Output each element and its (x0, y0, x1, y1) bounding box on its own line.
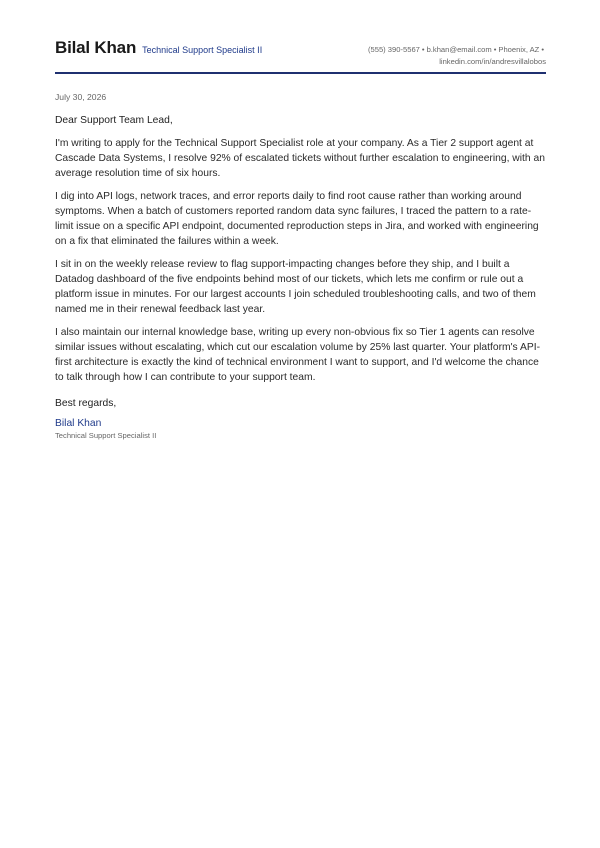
body-paragraph-1: I'm writing to apply for the Technical Support Specialist role at your company. As a Tier 2 support agent at Cascade Data Systems, I resolve 92% of escalated tickets without further escalation to engineering, with an average resolution time of six hours. (55, 138, 545, 179)
body-paragraph-2: I dig into API logs, network traces, and error reports daily to find root cause rather than working around symptoms. When a batch of customers reported random data sync failures, I traced the pattern to a rate-limit issue on a specific API endpoint, documented reproduction steps in Jira, and worked with engineering on a fix that eliminated the failures within a week. (55, 191, 539, 247)
contact-email: b.khan@email.com (426, 45, 492, 54)
contact-info (368, 38, 546, 67)
letter-header (55, 38, 546, 72)
applicant-name: Bilal Khan (55, 38, 137, 57)
body-paragraph-3: I sit in on the weekly release review to flag support-impacting changes before they ship, and I built a Datadog dashboard of the five endpoints behind most of our tickets, which lets me confirm or rule out a platform issue in minutes. For our largest accounts I join scheduled troubleshooting calls, and two of them named me in their renewal feedback last year. (55, 259, 536, 315)
contact-location: Phoenix, AZ (498, 45, 540, 54)
applicant-role: Technical Support Specialist II (142, 45, 263, 55)
contact-separator: • (541, 45, 544, 54)
letter-date: July 30, 2026 (55, 92, 107, 102)
signature-name: Bilal Khan (55, 418, 102, 429)
contact-line-1 (368, 44, 546, 56)
contact-linkedin: linkedin.com/in/andresvillalobos (439, 56, 546, 66)
letter-closing: Best regards, (55, 398, 117, 409)
contact-phone: (555) 390-5567 (367, 45, 420, 54)
header-divider (55, 72, 546, 74)
contact-separator: • (421, 45, 425, 54)
signature-role: Technical Support Specialist II (55, 431, 157, 440)
cover-letter-page (55, 38, 546, 440)
letter-greeting: Dear Support Team Lead, (55, 115, 173, 126)
name-block (55, 38, 262, 58)
contact-separator: • (493, 45, 497, 54)
contact-line-2 (368, 56, 546, 68)
body-paragraph-4: I also maintain our internal knowledge base, writing up every non-obvious fix so Tier 1 agents can resolve similar issues without escalating, which cut our escalation volume by 25% last quarter. Your platform's API-first architecture is exactly the kind of technical environment I want to support, and I'd welcome the chance to talk through how I can contribute to your support team. (55, 327, 541, 383)
